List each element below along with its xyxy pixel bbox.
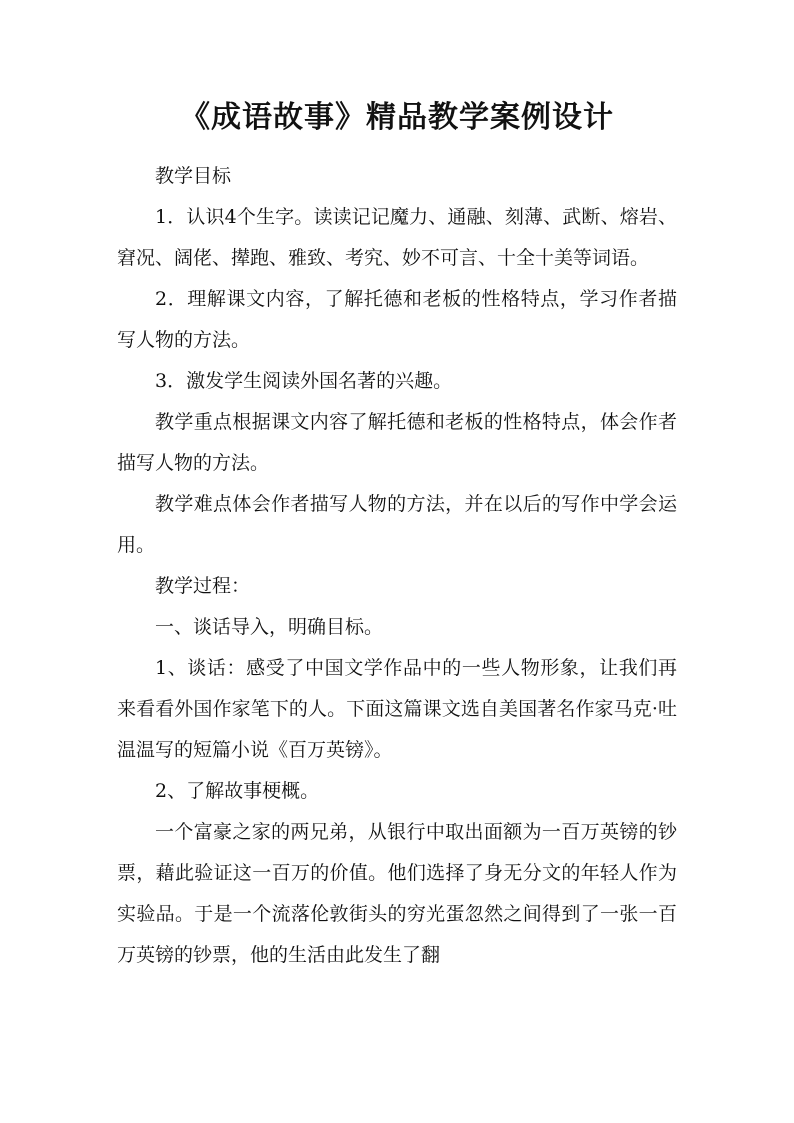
teaching-focus: 教学重点根据课文内容了解托德和老板的性格特点，体会作者描写人物的方法。 bbox=[117, 411, 677, 474]
objective-1: 1．认识4个生字。读读记记魔力、通融、刻薄、武断、熔岩、窘况、阔佬、撵跑、雅致、考究、妙不可言、十全十美等词语。 bbox=[117, 206, 677, 269]
document-body bbox=[117, 156, 677, 976]
process-step-2: 2、了解故事梗概。 bbox=[155, 780, 320, 802]
process-step-1: 一、谈话导入，明确目标。 bbox=[155, 616, 384, 638]
story-summary: 一个富豪之家的两兄弟，从银行中取出面额为一百万英镑的钞票，藉此验证这一百万的价值。他们选择了身无分文的年轻人作为实验品。于是一个流落伦敦街头的穷光蛋忽然之间得到了一张一百万英镑的钞票，他的生活由此发生了翻 bbox=[117, 821, 677, 966]
objective-3: 3．激发学生阅读外国名著的兴趣。 bbox=[155, 370, 453, 392]
objective-2: 2．理解课文内容，了解托德和老板的性格特点，学习作者描写人物的方法。 bbox=[117, 288, 677, 351]
section-heading-process: 教学过程： bbox=[155, 575, 251, 597]
section-heading-objectives: 教学目标 bbox=[155, 165, 232, 187]
teaching-difficulty: 教学难点体会作者描写人物的方法，并在以后的写作中学会运用。 bbox=[117, 493, 677, 556]
document-title: 《成语故事》精品教学案例设计 bbox=[180, 100, 614, 135]
talk-introduction: 1、谈话：感受了中国文学作品中的一些人物形象，让我们再来看看外国作家笔下的人。下面这篇课文选自美国著名作家马克·吐温温写的短篇小说《百万英镑》。 bbox=[117, 657, 677, 761]
